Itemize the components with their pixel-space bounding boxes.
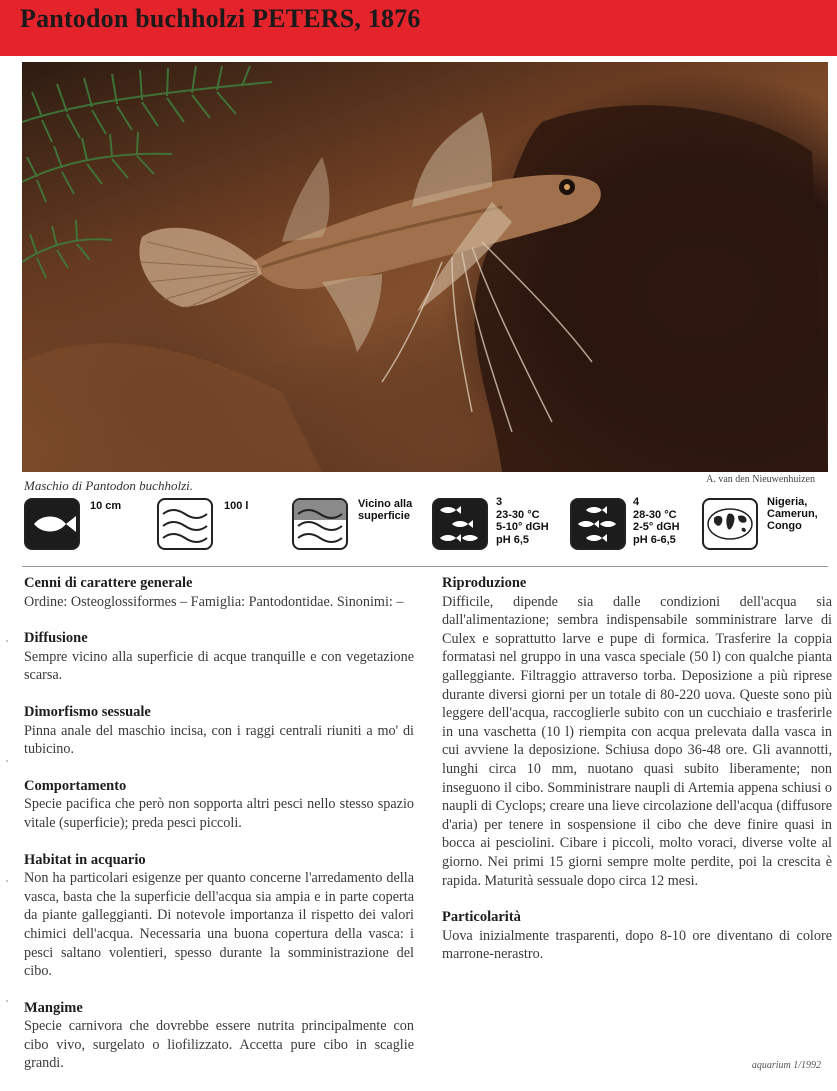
margin-dot [6, 880, 8, 882]
section-diffusione [24, 629, 414, 685]
section-text: Specie carnivora che dovrebbe essere nutrita principalmente con cibo vivo, surgelato o liofilizzato. Accetta pure cibo in scaglie grandi. [24, 1018, 414, 1072]
margin-dot [6, 760, 8, 762]
section-particolarita [442, 908, 832, 964]
page-title: Pantodon buchholzi PETERS, 1876 [20, 4, 421, 33]
section-text: Difficile, dipende sia dalle condizioni dell'acqua sia dall'alimentazione; sembra indispensabile somministrare larve di Culex e soprattutto larve e pupe di formica. Trasferire la coppia formatasi nel gruppo in una vasca speciale (50 l) con qualche pianta galleggiante. Filtraggio attraverso torba. Deposizione a più riprese durante diversi giorni per un totale di 80-220 uova. Queste sono più leggere dell'acqua, raccoglierle subito con un cucchiaio e trasferirle in una vaschetta (10 l) riempita con acqua prelevata dalla vasca in cui avviene la deposizione. Schiusa dopo 36-48 ore. Gli avannotti, lunghi circa 10 mm, nuotano quasi subito liberamente; non inseguono il cibo. Somministrare naupli di Artemia appena schiusi o naupli di Cyclops; creare una lieve circolazione dell'acqua (diffusore d'aria) per tenere in sospensione il cibo che deve finire quasi in bocca ai pesciolini. Cibare i piccoli, molto voraci, diverse volte al giorno. Nei primi 15 giorni sempre molte perdite, poi la crescita è rapida. Maturità sessuale dopo circa 12 mesi. [442, 593, 832, 889]
section-title: Riproduzione [442, 575, 527, 591]
section-riproduzione [442, 574, 832, 890]
origin-label: Nigeria, Camerun, Congo [767, 496, 818, 532]
water-3-values [496, 496, 549, 546]
water-3-level: 3 [496, 496, 503, 508]
source-footer: aquarium 1/1992 [751, 1060, 821, 1071]
section-title: Mangime [24, 999, 83, 1016]
water-4-level: 4 [633, 496, 640, 508]
section-text: Ordine: Osteoglossiformes – Famiglia: Pantodontidae. Sinonimi: – [24, 593, 404, 610]
margin-dot [6, 1000, 8, 1002]
water-3-ph: pH 6,5 [496, 533, 530, 546]
water-quality-icon [432, 498, 488, 550]
size-label: 10 cm [90, 500, 122, 512]
tank-volume-icon [157, 498, 213, 550]
zone-label: Vicino alla superficie [358, 498, 413, 522]
section-text: Pinna anale del maschio incisa, con i raggi centrali riuniti a mo' di tubicino. [24, 722, 414, 758]
text-column-right [442, 574, 832, 982]
water-4-values [633, 496, 680, 546]
title-bar [0, 0, 837, 56]
water-4-ph: pH 6-6,5 [633, 533, 676, 546]
section-text: Sempre vicino alla superficie di acque tranquille e con vegetazione scarsa. [24, 648, 414, 684]
section-mangime [24, 999, 414, 1073]
water-3-hardness: 5-10° dGH [496, 521, 549, 533]
water-3-temp: 23-30 °C [496, 508, 540, 521]
text-column-left [24, 574, 414, 1091]
fish-illustration [22, 62, 828, 472]
water-4-temp: 28-30 °C [633, 508, 677, 521]
section-dimorfismo [24, 703, 414, 759]
swim-zone-icon [292, 498, 348, 550]
section-title: Diffusione [24, 630, 88, 647]
section-habitat [24, 851, 414, 981]
photo-caption: Maschio di Pantodon buchholzi. [24, 478, 193, 493]
section-title: Cenni di carattere generale [24, 575, 193, 591]
volume-label: 100 l [224, 500, 249, 512]
section-title: Habitat in acquario [24, 851, 146, 868]
icon-row [0, 490, 837, 565]
breeding-water-icon [570, 498, 626, 550]
section-title: Comportamento [24, 777, 127, 794]
photo-credit: A. van den Nieuwenhuizen [706, 474, 815, 485]
divider [22, 566, 828, 567]
section-generale [24, 574, 414, 611]
world-map-icon [702, 498, 758, 550]
section-comportamento [24, 777, 414, 833]
fish-photo [22, 62, 828, 472]
section-title: Particolarità [442, 909, 521, 926]
water-4-hardness: 2-5° dGH [633, 521, 680, 533]
section-text: Non ha particolari esigenze per quanto concerne l'arredamento della vasca, basta che la superficie dell'acqua sia ampia e in parte coperta da piante galleggianti. Di notevole importanza il rispetto dei valori chimici dell'acqua. Necessaria una buona copertura della vasca: i pesci saltano volentieri, spesso durante la somministrazione del cibo. [24, 870, 414, 980]
section-text: Uova inizialmente trasparenti, dopo 8-10 ore diventano di colore marrone-nerastro. [442, 927, 832, 963]
section-text: Specie pacifica che però non sopporta altri pesci nello stesso spazio vitale (superficie); preda pesci piccoli. [24, 796, 414, 831]
fish-size-icon [24, 498, 80, 550]
section-title: Dimorfismo sessuale [24, 703, 151, 720]
margin-dot [6, 640, 8, 642]
